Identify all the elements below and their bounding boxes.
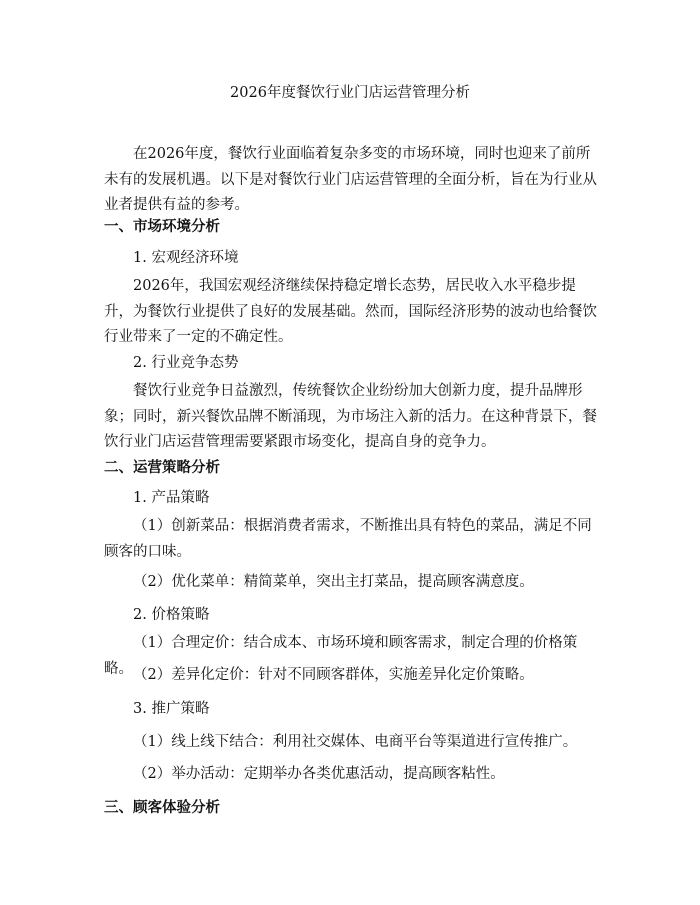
list-item-product-1: （1）创新菜品：根据消费者需求，不断推出具有特色的菜品，满足不同顾客的口味。: [104, 518, 592, 560]
intro-paragraph: 在2026年度，餐饮行业面临着复杂多变的市场环境，同时也迎来了前所未有的发展机遇。以下是对餐饮行业门店运营管理的全面分析，旨在为行业从业者提供有益的参考。: [104, 146, 597, 213]
section-heading-market: 一、市场环境分析: [104, 219, 220, 235]
paragraph-macro-economy: 2026年，我国宏观经济继续保持稳定增长态势，居民收入水平稳步提升，为餐饮行业提供了良好的发展基础。然而，国际经济形势的波动也给餐饮行业带来了一定的不确定性。: [104, 278, 597, 345]
list-item-price-2: （2）差异化定价：针对不同顾客群体，实施差异化定价策略。: [133, 667, 534, 683]
list-item-promotion-1: （1）线上线下结合：利用社交媒体、电商平台等渠道进行宣传推广。: [133, 734, 578, 750]
subheading-product: 1. 产品策略: [133, 490, 210, 506]
document-title: 2026年度餐饮行业门店运营管理分析: [230, 85, 470, 101]
subheading-promotion: 3. 推广策略: [133, 701, 210, 717]
paragraph-competition: 餐饮行业竞争日益激烈，传统餐饮企业纷纷加大创新力度，提升品牌形象；同时，新兴餐饮品牌不断涌现，为市场注入新的活力。在这种背景下，餐饮行业门店运营管理需要紧跟市场变化，提高自身的竞争力。: [104, 383, 597, 450]
subheading-macro-economy: 1. 宏观经济环境: [133, 250, 239, 266]
list-item-price-1: （1）合理定价：结合成本、市场环境和顾客需求，制定合理的价格策略。: [104, 635, 578, 677]
subheading-competition: 2. 行业竞争态势: [133, 355, 239, 371]
list-item-promotion-2: （2）举办活动：定期举办各类优惠活动，提高顾客粘性。: [133, 766, 505, 782]
section-heading-strategy: 二、运营策略分析: [104, 460, 220, 476]
section-heading-customer: 三、顾客体验分析: [104, 800, 220, 816]
list-item-product-2: （2）优化菜单：精简菜单，突出主打菜品，提高顾客满意度。: [133, 574, 534, 590]
subheading-price: 2. 价格策略: [133, 607, 210, 623]
